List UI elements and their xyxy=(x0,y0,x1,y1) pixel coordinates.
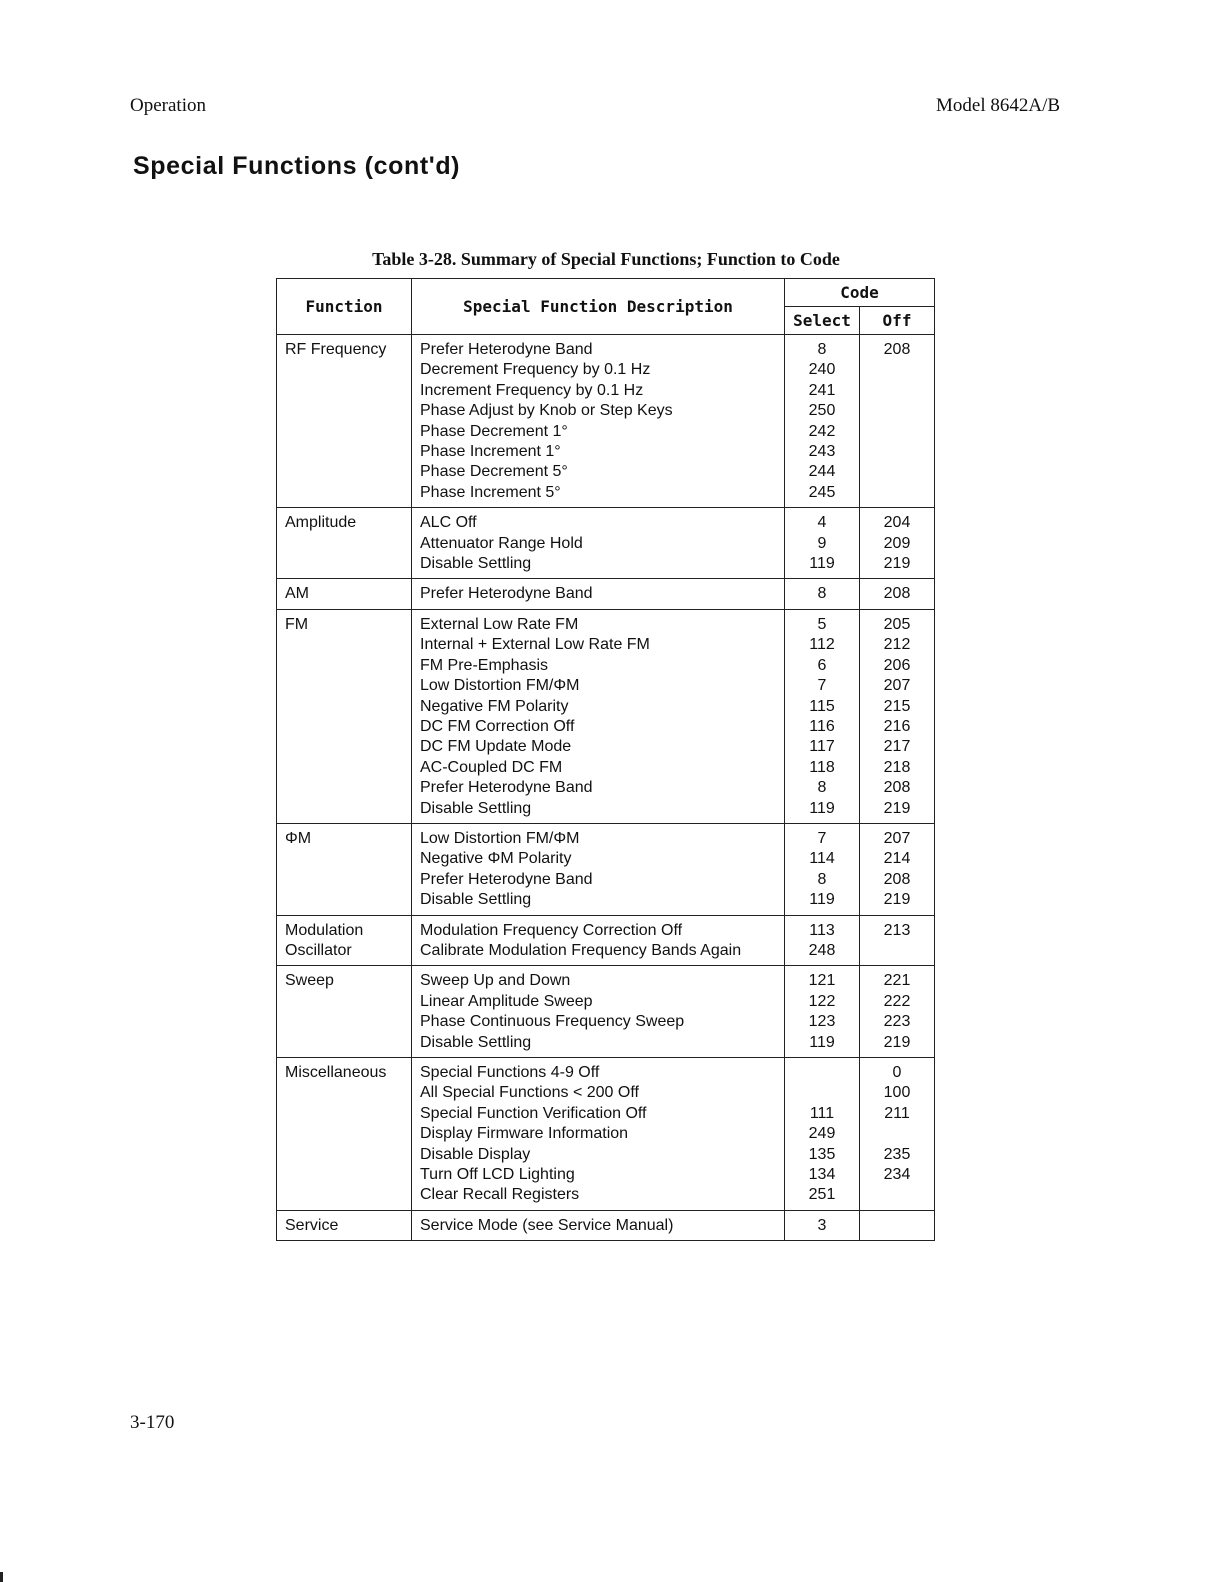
function-description: Attenuator Range Hold xyxy=(420,534,583,552)
off-code: 205 xyxy=(883,615,911,633)
page-number: 3-170 xyxy=(130,1412,175,1433)
select-code: 8 xyxy=(817,779,827,797)
select-code: 119 xyxy=(809,891,835,909)
function-description: Calibrate Modulation Frequency Bands Again xyxy=(420,941,742,959)
select-code-cell xyxy=(785,508,860,579)
function-cell xyxy=(277,915,412,966)
select-code: 123 xyxy=(808,1013,836,1031)
select-code xyxy=(787,1063,857,1083)
off-code: 213 xyxy=(883,921,911,939)
select-code: 122 xyxy=(808,992,836,1010)
off-code-cell xyxy=(860,823,935,915)
select-code-cell xyxy=(785,823,860,915)
function-name: Sweep xyxy=(285,972,334,990)
select-code: 111 xyxy=(809,1104,835,1122)
off-code-cell xyxy=(860,335,935,508)
table-row xyxy=(277,823,935,915)
description-cell xyxy=(412,966,785,1058)
description-cell xyxy=(412,823,785,915)
function-description: Prefer Heterodyne Band xyxy=(420,585,593,603)
off-code: 219 xyxy=(883,799,911,817)
select-code: 5 xyxy=(817,615,827,633)
select-code: 242 xyxy=(808,422,836,440)
scan-edge-mark xyxy=(0,1572,3,1582)
select-code-cell xyxy=(785,1210,860,1240)
select-code xyxy=(787,1083,857,1103)
off-code: 216 xyxy=(883,717,911,735)
select-code: 117 xyxy=(809,738,835,756)
off-code: 207 xyxy=(883,829,911,847)
off-code xyxy=(862,381,932,401)
off-code xyxy=(862,442,932,462)
select-code: 240 xyxy=(808,361,836,379)
function-description: Service Mode (see Service Manual) xyxy=(420,1216,674,1234)
off-code: 208 xyxy=(883,585,911,603)
table-row xyxy=(277,1058,935,1211)
function-cell xyxy=(277,609,412,823)
off-code: 100 xyxy=(883,1084,911,1102)
function-description: Phase Increment 1° xyxy=(420,443,561,461)
function-description: Disable Settling xyxy=(420,799,532,817)
table-row xyxy=(277,1210,935,1240)
off-code xyxy=(862,360,932,380)
select-code-cell xyxy=(785,335,860,508)
function-description: All Special Functions < 200 Off xyxy=(420,1084,639,1102)
table-row xyxy=(277,915,935,966)
off-code-cell xyxy=(860,508,935,579)
function-description: Sweep Up and Down xyxy=(420,972,571,990)
function-description: Internal + External Low Rate FM xyxy=(420,636,650,654)
off-code xyxy=(862,1185,932,1205)
off-code-cell xyxy=(860,966,935,1058)
function-description: Negative ΦM Polarity xyxy=(420,850,572,868)
function-cell xyxy=(277,508,412,579)
select-code: 3 xyxy=(817,1216,827,1234)
function-description: Disable Settling xyxy=(420,555,532,573)
running-header-model: Model 8642A/B xyxy=(936,95,1061,116)
function-description: Phase Increment 5° xyxy=(420,483,561,501)
function-cell xyxy=(277,966,412,1058)
select-code: 245 xyxy=(808,483,836,501)
column-header-off: Off xyxy=(860,307,935,335)
table-body xyxy=(277,335,935,1241)
description-cell xyxy=(412,915,785,966)
off-code: 208 xyxy=(883,779,911,797)
description-cell xyxy=(412,1058,785,1211)
column-header-code: Code xyxy=(785,279,935,307)
select-code: 115 xyxy=(809,697,835,715)
function-name: FM xyxy=(285,615,309,633)
function-description: Display Firmware Information xyxy=(420,1125,629,1143)
select-code: 8 xyxy=(817,870,827,888)
off-code: 218 xyxy=(883,758,911,776)
function-name: AM xyxy=(285,585,309,603)
function-cell xyxy=(277,1210,412,1240)
select-code: 134 xyxy=(808,1166,836,1183)
table-row xyxy=(277,335,935,508)
select-code: 119 xyxy=(809,555,835,573)
off-code: 206 xyxy=(883,656,911,674)
select-code: 6 xyxy=(817,656,827,674)
function-name: Service xyxy=(285,1216,339,1234)
special-functions-table xyxy=(276,278,935,1241)
select-code: 135 xyxy=(808,1145,836,1163)
select-code-cell xyxy=(785,579,860,609)
function-cell xyxy=(277,579,412,609)
table-row xyxy=(277,609,935,823)
column-header-select: Select xyxy=(785,307,860,335)
function-description: Negative FM Polarity xyxy=(420,697,569,715)
select-code: 248 xyxy=(808,941,836,959)
function-cell xyxy=(277,1058,412,1211)
function-description: Low Distortion FM/ΦM xyxy=(420,829,580,847)
select-code: 112 xyxy=(809,636,835,654)
select-code: 7 xyxy=(817,829,827,847)
function-description: Phase Decrement 1° xyxy=(420,422,568,440)
off-code xyxy=(862,1124,932,1144)
function-description: Phase Adjust by Knob or Step Keys xyxy=(420,402,673,420)
function-description: Linear Amplitude Sweep xyxy=(420,992,593,1010)
select-code: 250 xyxy=(808,402,836,420)
off-code xyxy=(862,462,932,482)
off-code: 219 xyxy=(883,555,911,573)
function-description: Disable Display xyxy=(420,1145,531,1163)
description-cell xyxy=(412,508,785,579)
select-code: 244 xyxy=(808,463,836,481)
select-code-cell xyxy=(785,966,860,1058)
off-code: 235 xyxy=(883,1145,911,1163)
function-description: Decrement Frequency by 0.1 Hz xyxy=(420,361,651,379)
function-description: Turn Off LCD Lighting xyxy=(420,1166,575,1184)
table-caption: Table 3-28. Summary of Special Functions; Function to Code xyxy=(372,249,840,269)
function-description: External Low Rate FM xyxy=(420,615,579,633)
select-code: 8 xyxy=(817,341,827,358)
off-code: 221 xyxy=(883,972,911,990)
off-code: 209 xyxy=(883,534,911,552)
function-description: FM Pre-Emphasis xyxy=(420,656,549,674)
column-header-description: Special Function Description xyxy=(412,279,785,335)
select-code: 241 xyxy=(808,381,836,399)
function-description: Prefer Heterodyne Band xyxy=(420,870,593,888)
off-code: 219 xyxy=(883,1033,911,1051)
function-description: Clear Recall Registers xyxy=(420,1186,580,1204)
function-description: Disable Settling xyxy=(420,1033,532,1051)
off-code-cell xyxy=(860,915,935,966)
select-code: 243 xyxy=(808,443,836,461)
select-code-cell xyxy=(785,609,860,823)
function-description: Prefer Heterodyne Band xyxy=(420,341,593,358)
table-row xyxy=(277,966,935,1058)
function-description: Prefer Heterodyne Band xyxy=(420,779,593,797)
off-code: 208 xyxy=(883,341,911,358)
select-code: 114 xyxy=(809,850,835,868)
function-name: ΦM xyxy=(285,829,312,847)
select-code: 118 xyxy=(809,758,835,776)
select-code: 119 xyxy=(809,799,835,817)
off-code-cell xyxy=(860,1210,935,1240)
function-description: Modulation Frequency Correction Off xyxy=(420,921,683,939)
running-header-section: Operation xyxy=(130,95,206,116)
select-code: 121 xyxy=(808,972,836,990)
off-code xyxy=(862,401,932,421)
select-code: 7 xyxy=(817,677,827,695)
function-description: Disable Settling xyxy=(420,891,532,909)
off-code: 207 xyxy=(883,677,911,695)
off-code xyxy=(862,1216,932,1236)
function-description: Increment Frequency by 0.1 Hz xyxy=(420,381,644,399)
select-code: 116 xyxy=(809,717,835,735)
select-code-cell xyxy=(785,915,860,966)
off-code: 219 xyxy=(883,891,911,909)
off-code: 217 xyxy=(883,738,911,756)
function-description: Phase Continuous Frequency Sweep xyxy=(420,1013,685,1031)
description-cell xyxy=(412,609,785,823)
select-code-cell xyxy=(785,1058,860,1211)
function-cell xyxy=(277,823,412,915)
select-code: 251 xyxy=(808,1186,836,1204)
off-code: 215 xyxy=(883,697,911,715)
function-description: Phase Decrement 5° xyxy=(420,463,568,481)
select-code: 119 xyxy=(809,1033,835,1051)
off-code xyxy=(862,483,932,503)
description-cell xyxy=(412,1210,785,1240)
table-row xyxy=(277,579,935,609)
off-code: 223 xyxy=(883,1013,911,1031)
off-code: 212 xyxy=(883,636,911,654)
function-description: Special Functions 4-9 Off xyxy=(420,1064,600,1081)
off-code: 214 xyxy=(883,850,911,868)
off-code-cell xyxy=(860,609,935,823)
function-name: Miscellaneous xyxy=(285,1064,387,1081)
function-description: ALC Off xyxy=(420,514,477,532)
select-code: 9 xyxy=(817,534,827,552)
off-code: 234 xyxy=(883,1166,911,1184)
function-description: Special Function Verification Off xyxy=(420,1104,647,1122)
select-code: 4 xyxy=(817,514,827,532)
select-code: 249 xyxy=(808,1125,836,1143)
select-code: 8 xyxy=(817,585,827,603)
page-title: Special Functions (cont'd) xyxy=(133,152,461,180)
off-code-cell xyxy=(860,579,935,609)
function-cell xyxy=(277,335,412,508)
function-description: DC FM Correction Off xyxy=(420,717,575,735)
function-description: DC FM Update Mode xyxy=(420,738,572,756)
function-description: AC-Coupled DC FM xyxy=(420,758,563,776)
table-row xyxy=(277,508,935,579)
off-code-cell xyxy=(860,1058,935,1211)
off-code: 204 xyxy=(883,514,911,532)
function-description: Low Distortion FM/ΦM xyxy=(420,677,580,695)
off-code: 208 xyxy=(883,870,911,888)
function-name: RF Frequency xyxy=(285,341,387,358)
off-code: 211 xyxy=(884,1104,910,1122)
off-code: 222 xyxy=(883,992,911,1010)
function-name: Modulation xyxy=(285,921,364,939)
off-code xyxy=(862,422,932,442)
column-header-function: Function xyxy=(277,279,412,335)
function-name: Oscillator xyxy=(285,941,352,959)
off-code xyxy=(862,941,932,961)
description-cell xyxy=(412,335,785,508)
off-code: 0 xyxy=(892,1064,902,1081)
function-name: Amplitude xyxy=(285,514,357,532)
description-cell xyxy=(412,579,785,609)
select-code: 113 xyxy=(809,921,835,939)
